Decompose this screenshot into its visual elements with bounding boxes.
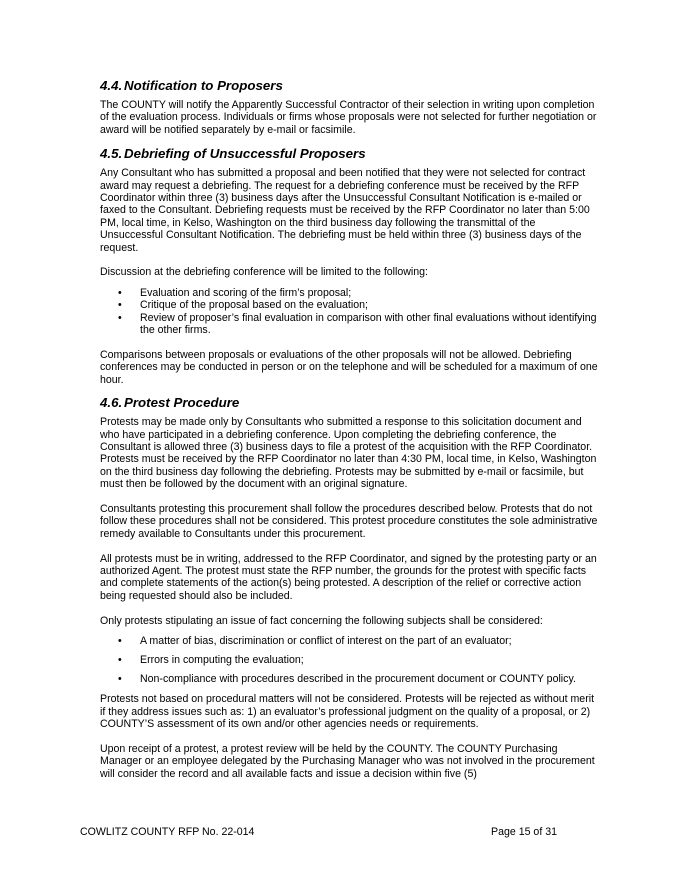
list-item (100, 673, 600, 685)
paragraph: Protests not based on procedural matters will not be considered. Protests will be rejected as without merit if they address issues such as: 1) an evaluator’s professional judgment on the quality of a proposal, or 2) COUNTY’S assessment of its own and/or other agencies needs or requirements. (100, 693, 595, 731)
list-item-text: Errors in computing the evaluation; (140, 653, 304, 666)
list-item-text: A matter of bias, discrimination or conflict of interest on the part of an evaluator; (140, 634, 512, 647)
section-number: 4.4. (100, 78, 123, 93)
bullet-icon: • (118, 299, 122, 312)
bullet-icon: • (118, 653, 122, 666)
list-item-text: Evaluation and scoring of the firm’s proposal; (140, 286, 352, 299)
section-title: Notification to Proposers (124, 78, 283, 93)
paragraph: Consultants protesting this procurement shall follow the procedures described below. Protests that do not follow these procedures shall not be considered. This protest procedure constitutes the sole administrative remedy available to Consultants under this procurement. (100, 502, 598, 540)
page-content (100, 78, 600, 780)
paragraph: Any Consultant who has submitted a proposal and been notified that they were not selected for contract award may request a debriefing. The request for a debriefing conference must be received by the RFP Coordinator within three (3) business days after the Unsuccessful Consultant Notification is e-mailed or faxed to the Consultant. Debriefing requests must be received by the RFP Coordinator no later than 5:00 PM, local time, in Kelso, Washington on the third business day following the transmittal of the Unsuccessful Consultant Notification. The debriefing must be held within three (3) business days of the request. (100, 167, 590, 254)
list-item (100, 312, 600, 337)
bullet-icon: • (118, 311, 122, 324)
bullet-icon: • (118, 634, 122, 647)
footer-document-id: COWLITZ COUNTY RFP No. 22-014 (80, 826, 255, 838)
section-title: Debriefing of Unsuccessful Proposers (124, 146, 366, 162)
section-heading (100, 146, 600, 162)
paragraph: Discussion at the debriefing conference will be limited to the following: (100, 266, 428, 279)
footer-page-number: Page 15 of 31 (491, 826, 557, 838)
paragraph: Protests may be made only by Consultants who submitted a response to this solicitation document and who have participated in a debriefing conference. Upon completing the debriefing conference, the Consultant is allowed three (3) business days to file a protest of the acquisition with the RFP Coordinator. Protests must be received by the RFP Coordinator no later than 4:30 PM, local time, in Kelso, Washington on the third business day following the debriefing. Protests may be submitted by e-mail or facsimile, but must then be followed by the document with an original signature. (100, 416, 597, 491)
section-heading (100, 78, 600, 94)
list-item (100, 299, 600, 311)
section-debriefing (100, 146, 600, 386)
page-footer (80, 826, 557, 838)
paragraph: Only protests stipulating an issue of fact concerning the following subjects shall be considered: (100, 614, 543, 627)
section-protest-procedure (100, 395, 600, 780)
list-item-text: Non-compliance with procedures described in the procurement document or COUNTY policy. (140, 672, 576, 685)
bullet-icon: • (118, 672, 122, 685)
bullet-icon: • (118, 286, 122, 299)
list-item (100, 654, 600, 666)
bullet-list (100, 287, 600, 337)
section-title: Protest Procedure (124, 395, 240, 411)
paragraph: Comparisons between proposals or evaluations of the other proposals will not be allowed. Debriefing conferences may be conducted in person or on the telephone and will be scheduled for a maximum of one hour. (100, 348, 598, 386)
paragraph: All protests must be in writing, addressed to the RFP Coordinator, and signed by the protesting party or an authorized Agent. The protest must state the RFP number, the grounds for the protest with specific facts and complete statements of the action(s) being protested. A description of the relief or corrective action being requested should also be included. (100, 552, 597, 602)
paragraph: Upon receipt of a protest, a protest review will be held by the COUNTY. The COUNTY Purchasing Manager or an employee delegated by the Purchasing Manager who was not involved in the procurement will consider the record and all available facts and issue a decision within five (5) (100, 742, 595, 780)
section-number: 4.6. (100, 395, 123, 411)
section-notification-to-proposers (100, 78, 600, 136)
bullet-list (100, 635, 600, 685)
section-number: 4.5. (100, 146, 123, 162)
paragraph: The COUNTY will notify the Apparently Successful Contractor of their selection in writing upon completion of the evaluation process. Individuals or firms whose proposals were not selected for further negotiation or award will be notified separately by e-mail or facsimile. (100, 99, 597, 136)
list-item-text: Critique of the proposal based on the evaluation; (140, 299, 368, 312)
list-item (100, 635, 600, 647)
section-heading (100, 395, 600, 411)
list-item-text: Review of proposer’s final evaluation in comparison with other final evaluations without identifying the other firms. (140, 311, 597, 337)
list-item (100, 287, 600, 299)
